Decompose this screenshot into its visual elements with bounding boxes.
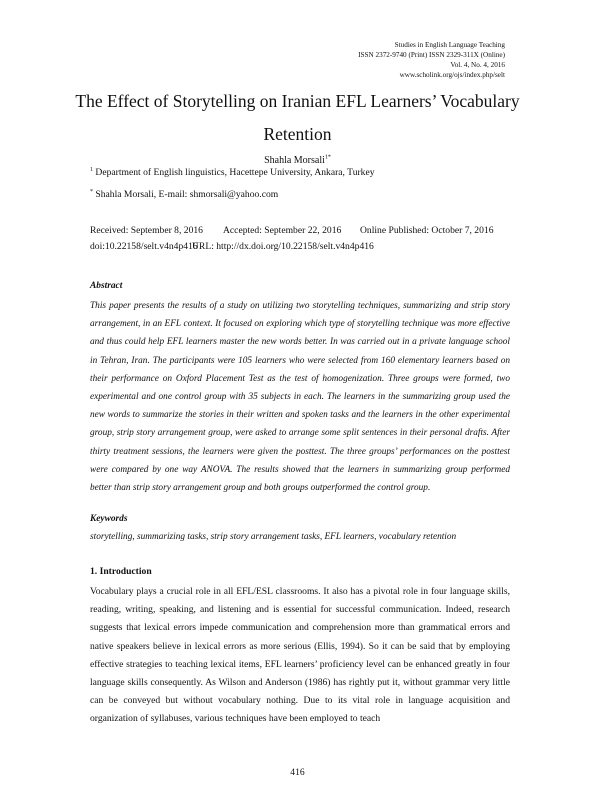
affiliation-2 bbox=[90, 189, 278, 201]
author-name: Shahla Morsali bbox=[264, 155, 325, 166]
doi-url: URL: http://dx.doi.org/10.22158/selt.v4n4p416 bbox=[192, 241, 374, 252]
author-marks: 1* bbox=[324, 154, 331, 161]
dates-line bbox=[90, 225, 510, 237]
affiliation-2-text: Shahla Morsali, E-mail: shmorsali@yahoo.com bbox=[93, 189, 279, 200]
affiliation-1 bbox=[90, 167, 375, 179]
abstract-text: This paper presents the results of a study on utilizing two storytelling techniques, summarizing and strip story arrangement, in an EFL context. It focused on exploring which type of storytelling technique was more effective and thus could help EFL learners master the new words better. In was carried out in a private language school in Tehran, Iran. The participants were 105 learners who were selected from 160 elementary learners based on their performance on Oxford Placement Test as the test of homogenization. Three groups were formed, two experimental and one control group with 35 subjects in each. The learners in the summarizing group used the new words to summarize the stories in their written and spoken tasks and the learners in the other experimental group, strip story arrangement group, were asked to arrange some split sentences in their personal drafts. After thirty treatment sessions, the learners were given the posttest. The three groups’ performances on the posttest were compared by one way ANOVA. The results showed that the learners in summarizing group performed better than strip story arrangement group and both groups outperformed the control group. bbox=[90, 301, 510, 494]
journal-issn: ISSN 2372-9740 (Print) ISSN 2329-311X (Online) bbox=[358, 51, 505, 59]
paper-title-line-1: The Effect of Storytelling on Iranian EFL Learners’ Vocabulary bbox=[75, 91, 520, 111]
journal-header bbox=[245, 40, 505, 80]
keywords-heading: Keywords bbox=[90, 514, 128, 524]
doi-line bbox=[90, 241, 510, 253]
accepted-date: Accepted: September 22, 2016 bbox=[223, 225, 342, 236]
journal-name: Studies in English Language Teaching bbox=[394, 41, 505, 49]
affiliation-2-mark: * bbox=[90, 188, 93, 195]
abstract-heading: Abstract bbox=[90, 281, 123, 291]
journal-volume: Vol. 4, No. 4, 2016 bbox=[450, 61, 505, 69]
published-date: Online Published: October 7, 2016 bbox=[360, 225, 494, 236]
affiliation-1-mark: 1 bbox=[90, 166, 93, 173]
author-line bbox=[0, 155, 595, 167]
introduction-text: Vocabulary plays a crucial role in all EFL/ESL classrooms. It also has a pivotal role in four language skills, reading, writing, speaking, and listening and is essential for successful communication. Indeed, research suggests that lexical errors impede communication and comprehension more than grammatical errors and native speakers believe in lexical errors as more serious (Ellis, 1994). So it can be said that by employing effective strategies to teaching lexical items, EFL learners’ proficiency level can be enhanced greatly in four language skills consequently. As Wilson and Anderson (1986) has rightly put it, without grammar very little can be conveyed but without vocabulary nothing. Due to its vital role in language acquisition and organization of syllabuses, various techniques have been employed to teach bbox=[90, 586, 510, 725]
introduction-heading: 1. Introduction bbox=[90, 566, 152, 577]
keywords-text: storytelling, summarizing tasks, strip story arrangement tasks, EFL learners, vocabulary retention bbox=[90, 532, 457, 542]
page-number: 416 bbox=[290, 767, 305, 778]
affiliation-1-text: Department of English linguistics, Hacettepe University, Ankara, Turkey bbox=[93, 167, 375, 178]
paper-title-line-2: Retention bbox=[263, 124, 332, 144]
received-date: Received: September 8, 2016 bbox=[90, 225, 203, 236]
doi: doi:10.22158/selt.v4n4p416 bbox=[90, 241, 198, 252]
journal-url: www.scholink.org/ojs/index.php/selt bbox=[399, 71, 505, 79]
